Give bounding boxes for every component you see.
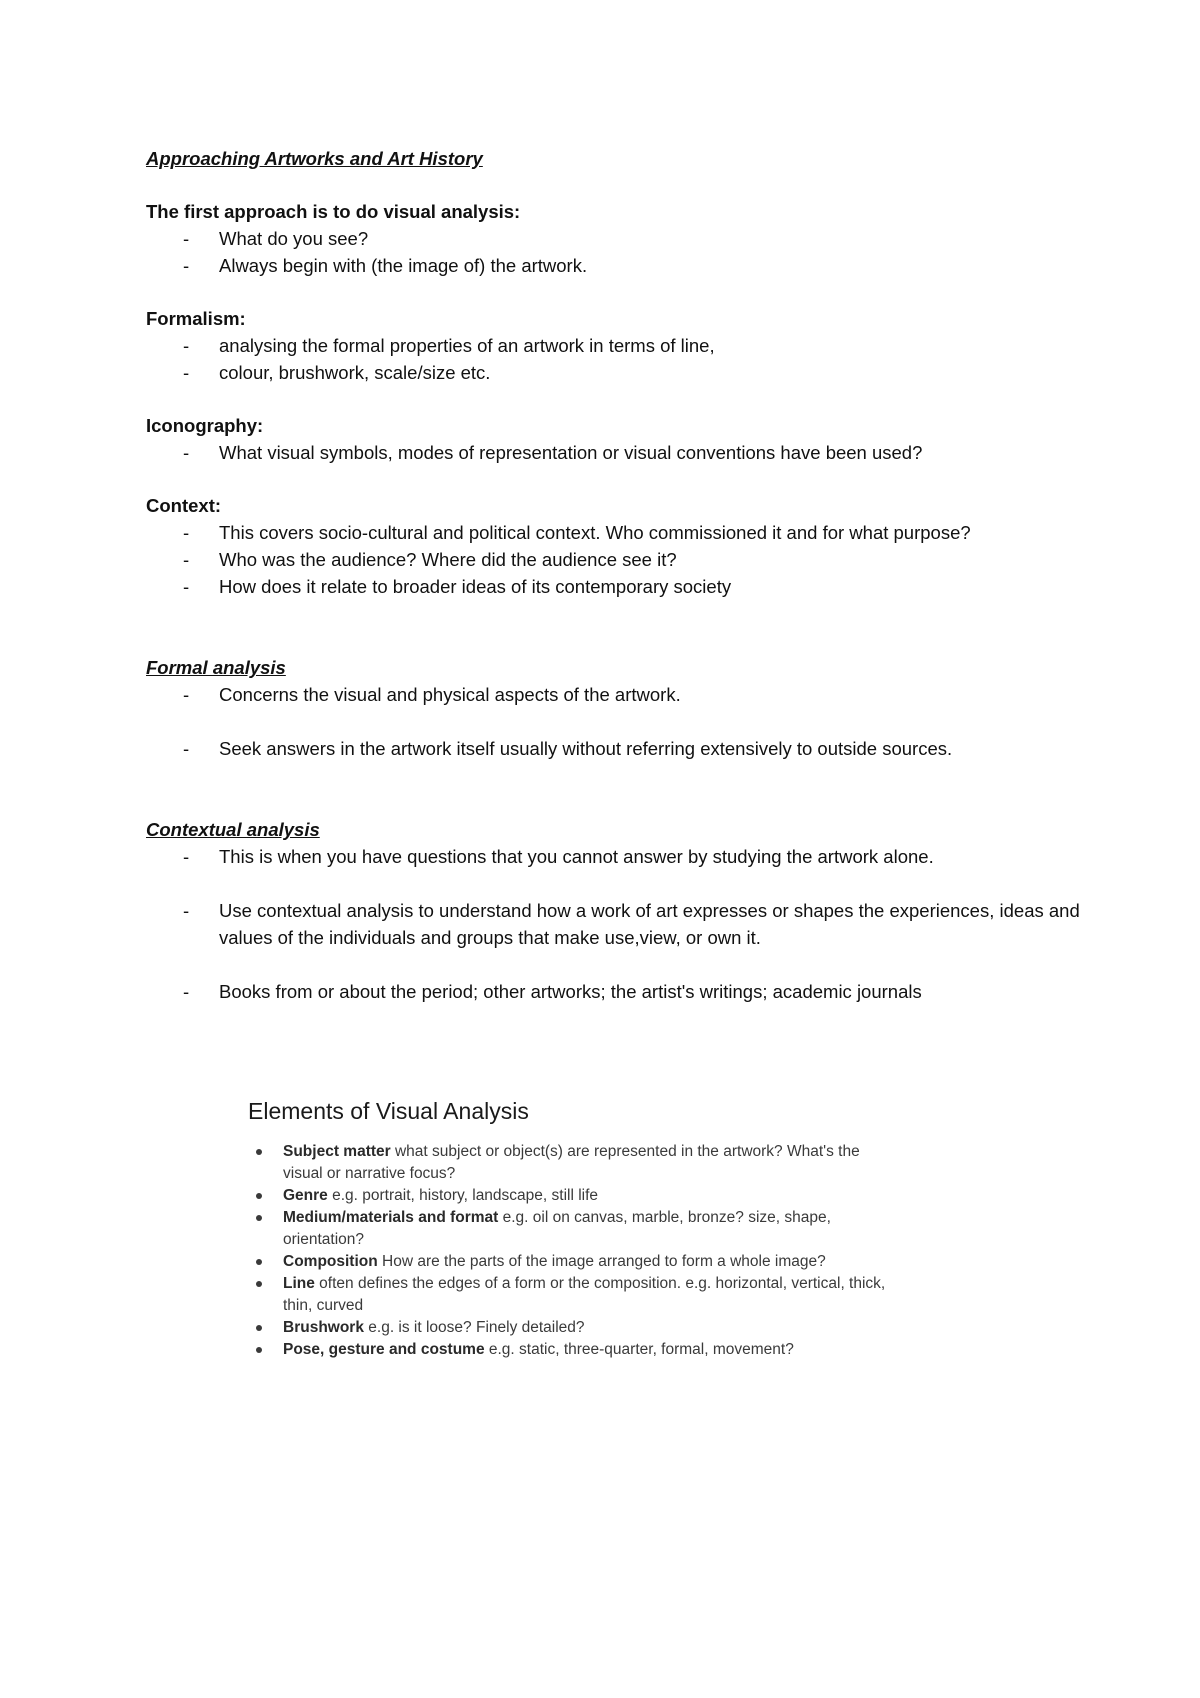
figure-title: Elements of Visual Analysis [248,1098,529,1124]
dash-marker: - [183,981,190,1002]
dash-marker: - [183,362,190,383]
bullet-icon [256,1149,262,1155]
section-heading-context: Context: [146,495,222,516]
list-item: - Use contextual analysis to understand how a work of art expresses or shapes the experiences, ideas and values of the individuals and groups that make use,view, or own it. [146,897,1106,951]
element-term: Composition [283,1253,378,1270]
list-item: - What visual symbols, modes of representation or visual conventions have been used? [146,439,1106,466]
context-list [146,519,1106,600]
notes-body [146,145,1106,1005]
formal-analysis-list [146,681,1106,762]
list-item: - colour, brushwork, scale/size etc. [146,359,1106,386]
list-item: - This covers socio-cultural and political context. Who commissioned it and for what purpose? [146,519,1106,546]
element-term: Brushwork [283,1319,364,1336]
dash-marker: - [183,522,190,543]
element-term: Genre [283,1187,328,1204]
list-item: Line often defines the edges of a form or the composition. e.g. horizontal, vertical, thick, thin, curved [248,1273,888,1317]
list-item: - Books from or about the period; other artworks; the artist's writings; academic journals [146,978,1106,1005]
visual-analysis-list [146,225,1106,279]
list-item: - What do you see? [146,225,1106,252]
dash-marker: - [183,900,190,921]
element-term: Pose, gesture and costume [283,1341,485,1358]
list-item: - analysing the formal properties of an artwork in terms of line, [146,332,1106,359]
section-heading-formalism: Formalism: [146,308,246,329]
list-item: Composition How are the parts of the image arranged to form a whole image? [248,1251,888,1273]
list-item: Brushwork e.g. is it loose? Finely detailed? [248,1317,888,1339]
dash-marker: - [183,684,190,705]
formalism-list [146,332,1106,386]
iconography-list [146,439,1106,466]
elements-figure [248,1098,888,1361]
list-item: Pose, gesture and costume e.g. static, three-quarter, formal, movement? [248,1339,888,1361]
dash-marker: - [183,738,190,759]
dash-marker: - [183,255,190,276]
dash-marker: - [183,228,190,249]
bullet-icon [256,1193,262,1199]
element-term: Subject matter [283,1143,391,1160]
section-heading-visual-analysis: The first approach is to do visual analysis: [146,201,521,222]
bullet-icon [256,1259,262,1265]
list-item: Genre e.g. portrait, history, landscape, still life [248,1185,888,1207]
dash-marker: - [183,549,190,570]
dash-marker: - [183,846,190,867]
dash-marker: - [183,576,190,597]
section-heading-iconography: Iconography: [146,415,264,436]
list-item: - How does it relate to broader ideas of its contemporary society [146,573,1106,600]
list-item: - Seek answers in the artwork itself usually without referring extensively to outside sources. [146,735,1106,762]
formal-analysis-heading: Formal analysis [146,657,286,678]
bullet-icon [256,1325,262,1331]
list-item: - Concerns the visual and physical aspects of the artwork. [146,681,1106,708]
list-item: Medium/materials and format e.g. oil on canvas, marble, bronze? size, shape, orientation? [248,1207,888,1251]
document-title: Approaching Artworks and Art History [146,148,483,169]
bullet-icon [256,1215,262,1221]
element-term: Line [283,1275,315,1292]
contextual-analysis-heading: Contextual analysis [146,819,320,840]
elements-list [248,1141,888,1361]
dash-marker: - [183,335,190,356]
list-item: - Who was the audience? Where did the audience see it? [146,546,1106,573]
list-item: Subject matter what subject or object(s) are represented in the artwork? What's the visual or narrative focus? [248,1141,888,1185]
bullet-icon [256,1281,262,1287]
contextual-analysis-list [146,843,1106,1005]
element-term: Medium/materials and format [283,1209,499,1226]
dash-marker: - [183,442,190,463]
bullet-icon [256,1347,262,1353]
list-item: - This is when you have questions that you cannot answer by studying the artwork alone. [146,843,1106,870]
list-item: - Always begin with (the image of) the artwork. [146,252,1106,279]
